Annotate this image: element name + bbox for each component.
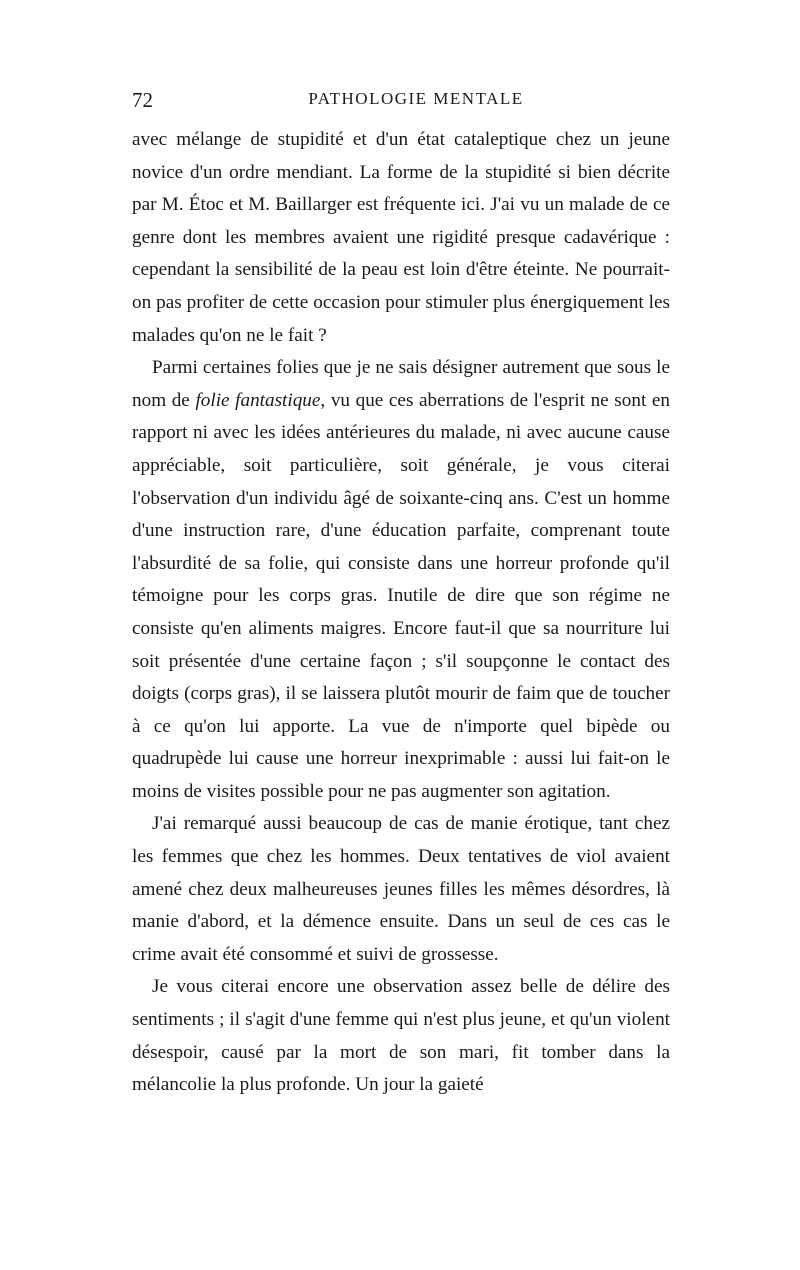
italic-term: folie fantastique: [195, 389, 321, 411]
book-page: [132, 88, 670, 1102]
paragraph: Parmi certaines folies que je ne sais désigner autrement que sous le nom de folie fantastique, vu que ces aberrations de l'esprit ne sont en rapport ni avec les idées antérieures du malade, ni avec aucune cause appréciable, soit particulière, soit générale, je vous citerai l'observation d'un individu âgé de soixante-cinq ans. C'est un homme d'une instruction rare, d'une éducation parfaite, comprenant toute l'absurdité de sa folie, qui consiste dans une horreur profonde qu'il témoigne pour les corps gras. Inutile de dire que son régime ne consiste qu'en aliments maigres. Encore faut-il que sa nourriture lui soit présentée d'une certaine façon ; s'il soupçonne le contact des doigts (corps gras), il se laissera plutôt mourir de faim que de toucher à ce qu'on lui apporte. La vue de n'importe quel bipède ou quadrupède lui cause une horreur inexprimable : aussi lui fait-on le moins de visites possible pour ne pas augmenter son agitation.: [132, 357, 670, 802]
page-header: [132, 88, 670, 124]
running-title: PATHOLOGIE MENTALE: [308, 89, 524, 108]
body-text: [132, 124, 670, 1102]
paragraph: J'ai remarqué aussi beaucoup de cas de manie érotique, tant chez les femmes que chez les hommes. Deux tentatives de viol avaient amené chez deux malheureuses jeunes filles les mêmes désordres, là manie d'abord, et la démence ensuite. Dans un seul de ces cas le crime avait été consommé et suivi de grossesse.: [132, 813, 670, 965]
paragraph: avec mélange de stupidité et d'un état cataleptique chez un jeune novice d'un ordre mendiant. La forme de la stupidité si bien décrite par M. Étoc et M. Baillarger est fréquente ici. J'ai vu un malade de ce genre dont les membres avaient une rigidité presque cadavérique : cependant la sensibilité de la peau est loin d'être éteinte. Ne pourrait-on pas profiter de cette occasion pour stimuler plus énergiquement les malades qu'on ne le fait ?: [132, 129, 670, 346]
page-number: 72: [132, 88, 153, 112]
paragraph: Je vous citerai encore une observation assez belle de délire des sentiments ; il s'agit d'une femme qui n'est plus jeune, et qu'un violent désespoir, causé par la mort de son mari, fit tomber dans la mélancolie la plus profonde. Un jour la gaieté: [132, 976, 670, 1096]
